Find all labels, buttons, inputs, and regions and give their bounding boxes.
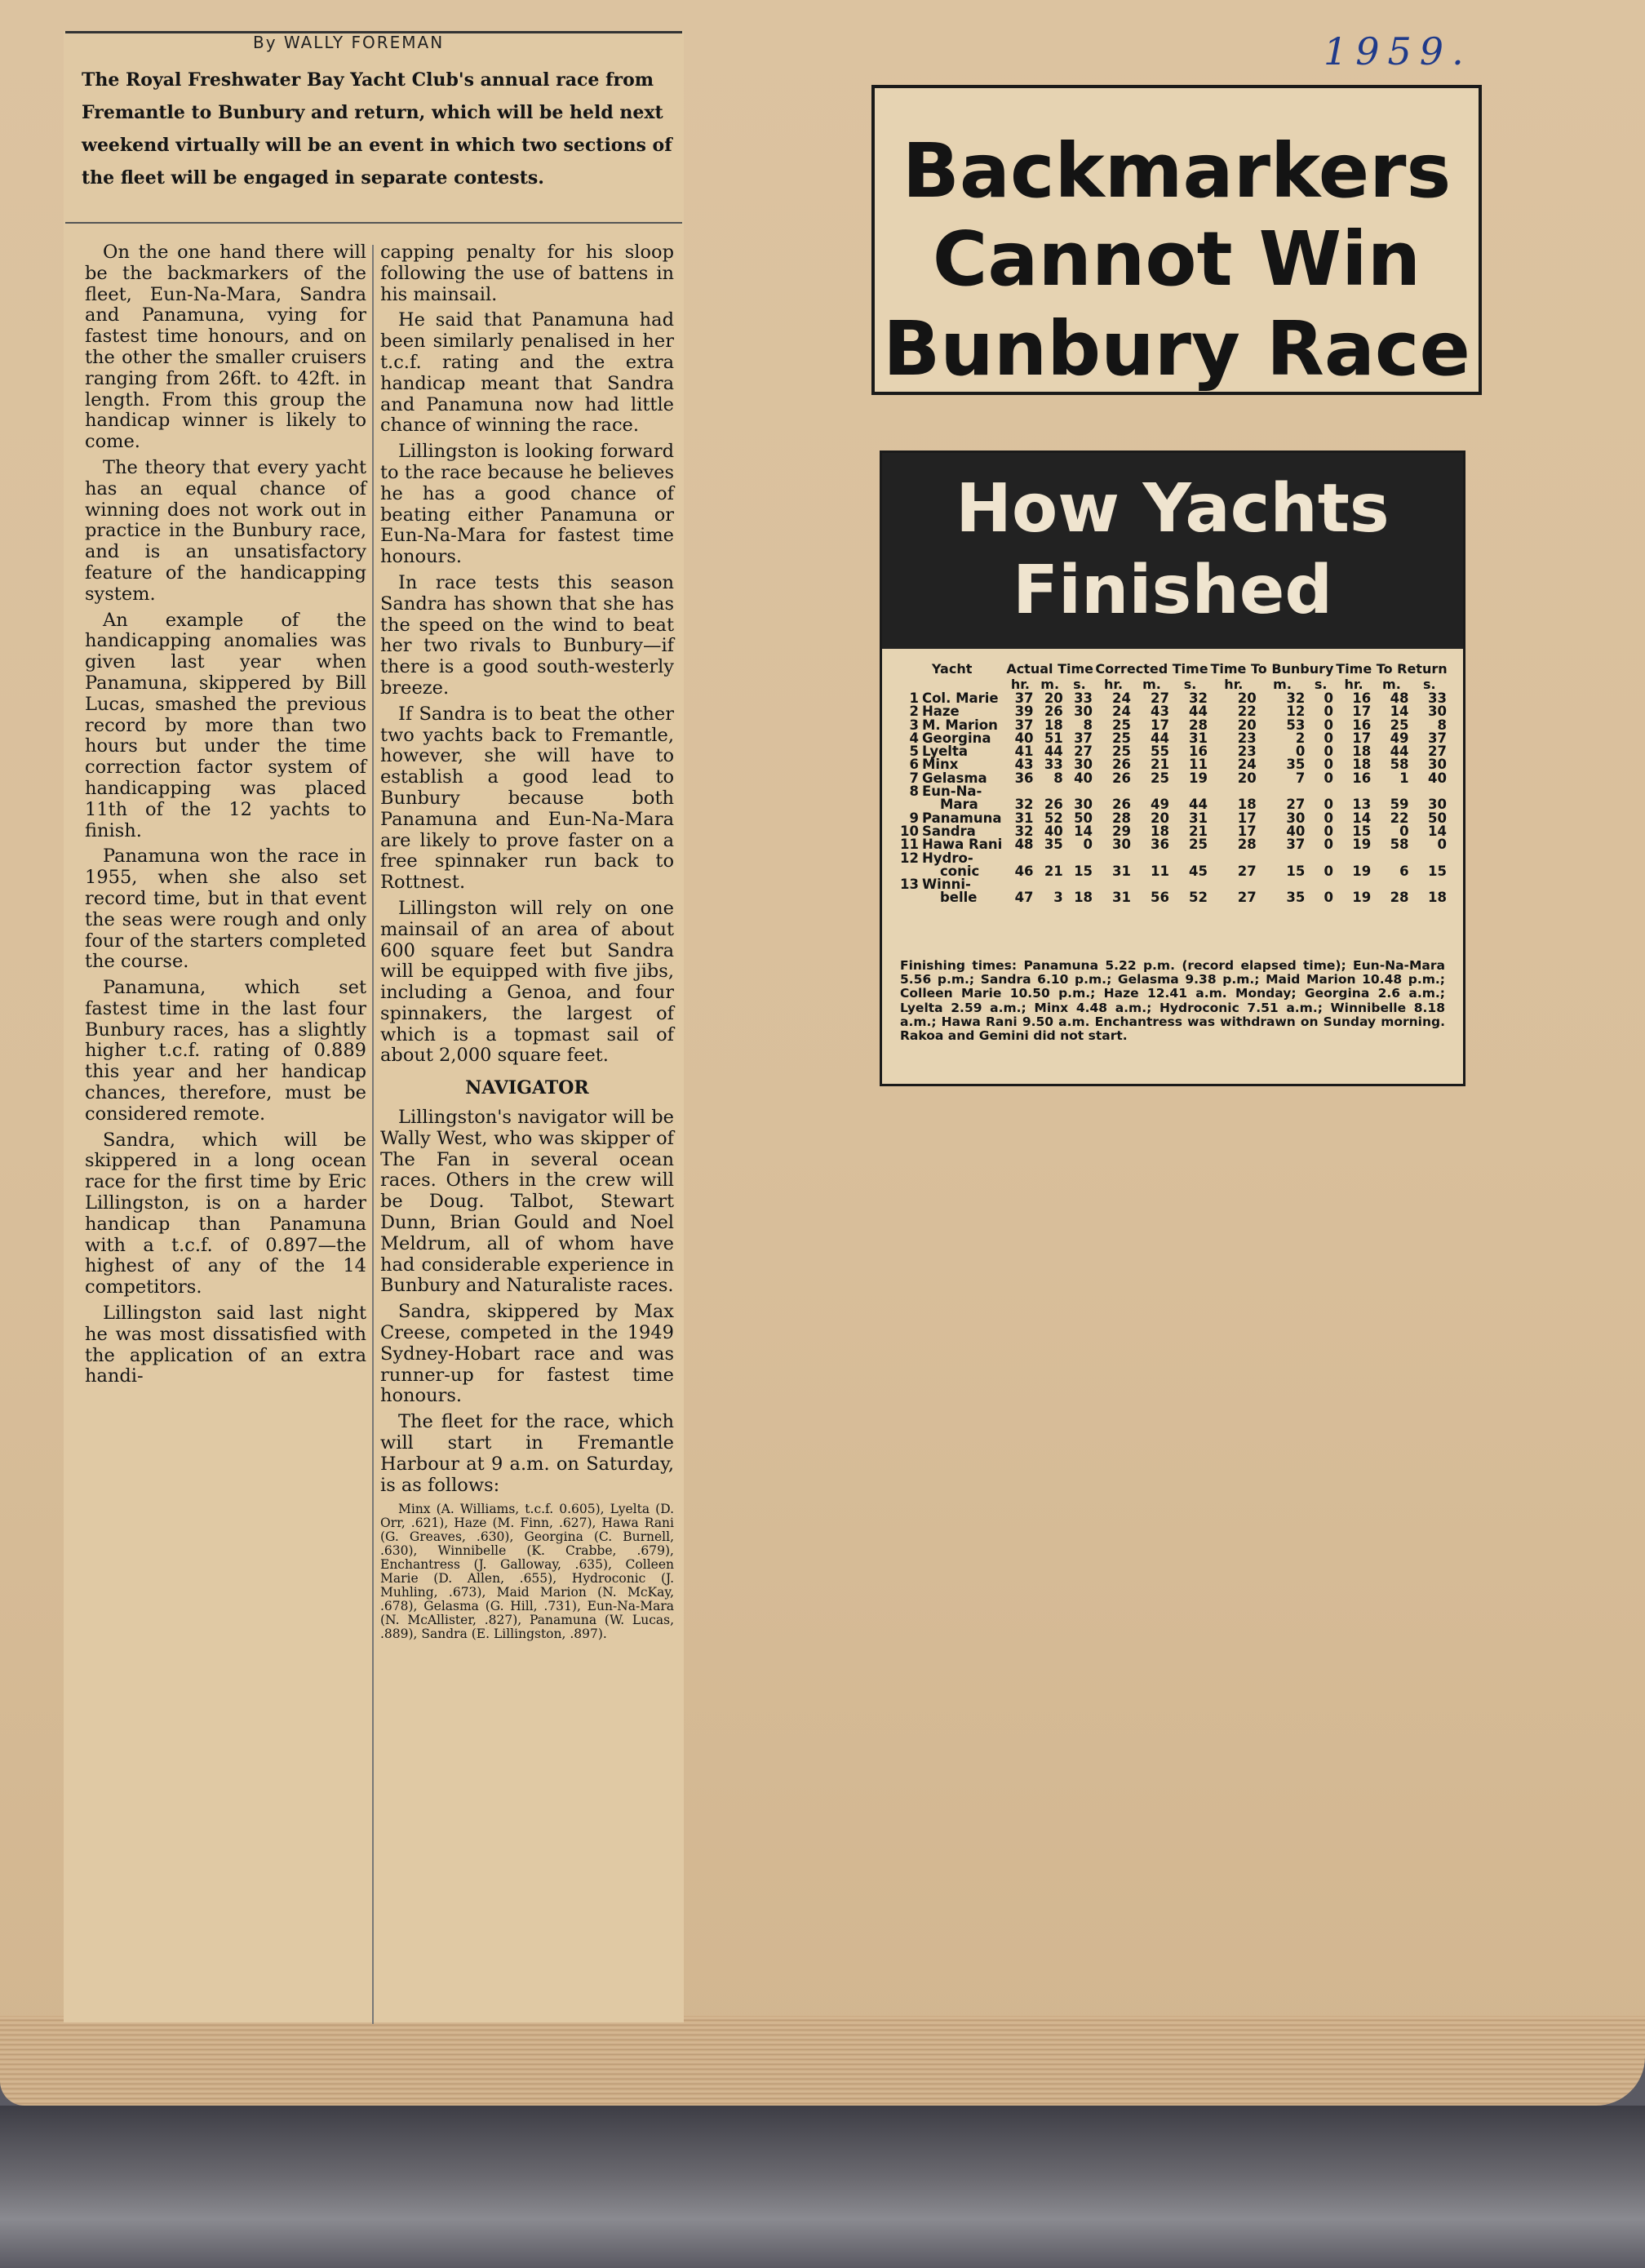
time-cell: 28 xyxy=(1390,890,1409,906)
paragraph: Panamuna won the race in 1955, when she also set record time, but in that event the seas were rough and only four of the starters completed the course. xyxy=(85,846,366,973)
time-cell: 14 xyxy=(1390,703,1409,720)
time-cell: 23 xyxy=(1237,743,1257,760)
time-cell: 40 xyxy=(1014,730,1034,746)
yacht-name: Haze xyxy=(921,703,960,720)
yacht-name: Hawa Rani xyxy=(921,837,1003,853)
time-cell: 0 xyxy=(1295,743,1306,760)
time-cell: 27 xyxy=(1074,743,1093,760)
page-stack-edge xyxy=(0,2016,1645,2106)
finishing-times xyxy=(900,959,1445,1043)
time-cell: 18 xyxy=(1428,890,1447,906)
time-cell: 26 xyxy=(1112,797,1132,813)
row-number: 13 xyxy=(900,877,919,893)
time-cell: 0 xyxy=(1324,823,1333,839)
time-cell: 50 xyxy=(1074,810,1093,826)
finishing-label: Finishing times: xyxy=(900,958,1018,973)
sub-unit: hr. xyxy=(1010,677,1030,692)
time-cell: 16 xyxy=(1352,770,1372,786)
time-cell: 24 xyxy=(1237,757,1257,773)
row-number: 2 xyxy=(909,703,919,720)
time-cell: 30 xyxy=(1286,810,1306,826)
time-cell: 18 xyxy=(1352,757,1372,773)
row-number: 8 xyxy=(909,783,919,800)
column-rule xyxy=(372,245,374,2024)
time-cell: 44 xyxy=(1044,743,1063,760)
yacht-name: Gelasma xyxy=(921,770,987,786)
time-cell: 19 xyxy=(1352,863,1372,879)
paragraph: Sandra, which will be skippered in a long ocean race for the first time by Eric Lillingston, is on a harder handicap than Panamuna with a t.c.f. of 0.897—the highest of any of the 14 competitors. xyxy=(85,1129,366,1298)
time-cell: 22 xyxy=(1237,703,1257,720)
time-cell: 36 xyxy=(1151,837,1169,853)
time-cell: 0 xyxy=(1324,770,1333,786)
time-cell: 8 xyxy=(1437,717,1447,733)
time-cell: 30 xyxy=(1428,757,1447,773)
time-cell: 55 xyxy=(1151,743,1169,760)
sub-unit: s. xyxy=(1073,677,1086,692)
results-title-line-2: Finished xyxy=(1012,552,1333,629)
yacht-name: Col. Marie xyxy=(921,690,999,706)
row-number: 4 xyxy=(909,730,919,746)
sub-unit: m. xyxy=(1382,677,1401,692)
paragraph: Panamuna, which set fastest time in the last four Bunbury races, has a slightly higher t.c.f. rating of 0.889 this year and her handicap chances, therefore, must be considered remote. xyxy=(85,977,366,1125)
time-cell: 43 xyxy=(1151,703,1169,720)
paragraph: He said that Panamuna had been similarly penalised in her t.c.f. rating and the extra handicap meant that Sandra and Panamuna now had little chance of winning the race. xyxy=(380,309,674,437)
paragraph: Lillingston said last night he was most dissatisfied with the application of an extra handi- xyxy=(85,1303,366,1387)
time-cell: 33 xyxy=(1044,757,1063,773)
time-cell: 20 xyxy=(1237,717,1257,733)
time-cell: 52 xyxy=(1189,890,1208,906)
time-cell: 35 xyxy=(1286,757,1306,773)
yacht-name-cont: conic xyxy=(939,863,980,879)
time-cell: 31 xyxy=(1112,863,1132,879)
sub-unit: hr. xyxy=(1344,677,1363,692)
time-cell: 47 xyxy=(1014,890,1034,906)
row-number: 5 xyxy=(909,743,919,760)
time-cell: 0 xyxy=(1399,823,1409,839)
time-cell: 49 xyxy=(1151,797,1169,813)
headline-line-3: Bunbury Race xyxy=(883,305,1470,393)
sub-unit: s. xyxy=(1183,677,1197,692)
time-cell: 16 xyxy=(1189,743,1208,760)
table-row xyxy=(898,838,1448,851)
time-cell: 16 xyxy=(1352,690,1372,706)
time-cell: 35 xyxy=(1044,837,1063,853)
byline: By WALLY FOREMAN xyxy=(253,33,445,52)
time-cell: 33 xyxy=(1428,690,1447,706)
yacht-name: Georgina xyxy=(921,730,991,746)
time-cell: 0 xyxy=(1437,837,1447,853)
table-header-row xyxy=(898,661,1448,677)
time-cell: 17 xyxy=(1352,703,1372,720)
intro-rule xyxy=(65,222,682,224)
time-cell: 56 xyxy=(1151,890,1169,906)
time-cell: 30 xyxy=(1074,703,1093,720)
time-cell: 45 xyxy=(1189,863,1208,879)
row-number: 12 xyxy=(900,850,919,866)
sub-unit: m. xyxy=(1273,677,1292,692)
table-row xyxy=(898,865,1448,878)
row-number: 3 xyxy=(909,717,919,733)
paragraph: capping penalty for his sloop following the use of battens in his mainsail. xyxy=(380,242,674,305)
time-cell: 32 xyxy=(1014,797,1034,813)
paragraph: Lillingston is looking forward to the race because he believes he has a good chance of beating either Panamuna or Eun-Na-Mara for fastest time honours. xyxy=(380,441,674,568)
time-cell: 25 xyxy=(1151,770,1169,786)
time-cell: 15 xyxy=(1428,863,1447,879)
time-cell: 0 xyxy=(1324,863,1333,879)
time-cell: 27 xyxy=(1428,743,1447,760)
paragraph: In race tests this season Sandra has shown that she has the speed on the wind to beat her two rivals to Bunbury—if there is a good south-westerly breeze. xyxy=(380,571,674,699)
time-cell: 27 xyxy=(1286,797,1306,813)
time-cell: 22 xyxy=(1390,810,1409,826)
time-cell: 8 xyxy=(1053,770,1063,786)
yacht-name: Eun-Na- xyxy=(921,783,982,800)
row-spacer xyxy=(898,891,920,904)
time-cell: 30 xyxy=(1074,757,1093,773)
time-cell: 17 xyxy=(1352,730,1372,746)
time-cell: 0 xyxy=(1324,730,1333,746)
time-cell: 20 xyxy=(1237,690,1257,706)
time-cell: 48 xyxy=(1014,837,1034,853)
time-cell: 30 xyxy=(1112,837,1132,853)
header-to-bunbury: Time To Bunbury xyxy=(1210,661,1334,677)
time-cell: 52 xyxy=(1044,810,1063,826)
header-corrected: Corrected Time xyxy=(1095,661,1208,677)
time-cell: 0 xyxy=(1324,837,1333,853)
article-column-2 xyxy=(380,242,674,1646)
time-cell: 32 xyxy=(1014,823,1034,839)
headline-line-1: Backmarkers xyxy=(902,127,1452,215)
time-cell: 21 xyxy=(1044,863,1063,879)
results-table xyxy=(898,661,1448,905)
header-actual: Actual Time xyxy=(1006,661,1093,677)
time-cell: 26 xyxy=(1112,770,1132,786)
time-cell: 32 xyxy=(1189,690,1208,706)
time-cell: 18 xyxy=(1237,797,1257,813)
time-cell: 15 xyxy=(1352,823,1372,839)
time-cell: 0 xyxy=(1324,757,1333,773)
time-cell: 17 xyxy=(1237,823,1257,839)
yacht-name: M. Marion xyxy=(921,717,998,733)
subheading-navigator: NAVIGATOR xyxy=(465,1077,589,1099)
time-cell: 24 xyxy=(1112,690,1132,706)
time-cell: 20 xyxy=(1044,690,1063,706)
article-column-1 xyxy=(85,242,366,1392)
time-cell: 25 xyxy=(1112,730,1132,746)
time-cell: 18 xyxy=(1044,717,1063,733)
time-cell: 0 xyxy=(1324,743,1333,760)
yacht-name: Hydro- xyxy=(921,850,973,866)
paragraph: An example of the handicapping anomalies was given last year when Panamuna, skippered by Bill Lucas, smashed the previous record by more than two hours but under the time correction factor system of handicapping was placed 11th of the 12 yachts to finish. xyxy=(85,609,366,841)
time-cell: 40 xyxy=(1286,823,1306,839)
time-cell: 19 xyxy=(1352,890,1372,906)
row-number: 6 xyxy=(909,757,919,773)
time-cell: 31 xyxy=(1189,810,1208,826)
sub-unit: hr. xyxy=(1224,677,1244,692)
paragraph: Lillingston will rely on one mainsail of an area of about 600 square feet but Sandra will be equipped with five jibs, including a Genoa, and four spinnakers, the largest of which is a topmast sail of about 2,000 square feet. xyxy=(380,897,674,1067)
time-cell: 30 xyxy=(1428,703,1447,720)
time-cell: 8 xyxy=(1083,717,1093,733)
time-cell: 17 xyxy=(1237,810,1257,826)
time-cell: 26 xyxy=(1044,797,1063,813)
time-cell: 11 xyxy=(1189,757,1208,773)
sub-unit: s. xyxy=(1314,677,1328,692)
time-cell: 20 xyxy=(1237,770,1257,786)
time-cell: 1 xyxy=(1399,770,1409,786)
time-cell: 43 xyxy=(1014,757,1034,773)
time-cell: 30 xyxy=(1074,797,1093,813)
paragraph: If Sandra is to beat the other two yachts back to Fremantle, however, she will have to establish a good lead to Bunbury because both Panamuna and Eun-Na-Mara are likely to prove faster on a free spinnaker run back to Rottnest. xyxy=(380,703,674,894)
article-intro: The Royal Freshwater Bay Yacht Club's annual race from Fremantle to Bunbury and return, which will be held next weekend virtually will be an event in which two sections of the fleet will be engaged in separate contests. xyxy=(82,69,672,189)
time-cell: 13 xyxy=(1352,797,1372,813)
time-cell: 32 xyxy=(1286,690,1306,706)
yacht-name: Minx xyxy=(921,757,959,773)
time-cell: 16 xyxy=(1352,717,1372,733)
time-cell: 0 xyxy=(1324,810,1333,826)
time-cell: 44 xyxy=(1390,743,1409,760)
headline-line-2: Cannot Win xyxy=(932,215,1421,303)
paragraph: The fleet for the race, which will start in Fremantle Harbour at 9 a.m. on Saturday, is as follows: xyxy=(380,1411,674,1496)
time-cell: 53 xyxy=(1286,717,1306,733)
time-cell: 59 xyxy=(1390,797,1409,813)
time-cell: 19 xyxy=(1352,837,1372,853)
time-cell: 41 xyxy=(1014,743,1034,760)
paragraph: Sandra, skippered by Max Creese, competed in the 1949 Sydney-Hobart race and was runner-up for fastest time honours. xyxy=(380,1301,674,1407)
time-cell: 2 xyxy=(1295,730,1306,746)
time-cell: 37 xyxy=(1014,717,1034,733)
time-cell: 28 xyxy=(1112,810,1132,826)
time-cell: 3 xyxy=(1053,890,1063,906)
time-cell: 0 xyxy=(1324,690,1333,706)
yacht-name: Lyelta xyxy=(921,743,968,760)
table-row xyxy=(898,891,1448,904)
yacht-name: Sandra xyxy=(921,823,976,839)
time-cell: 44 xyxy=(1151,730,1169,746)
paragraph: The theory that every yacht has an equal chance of winning does not work out in practice in the Bunbury race, and is an unsatisfactory feature of the handicapping system. xyxy=(85,456,366,605)
yacht-name-cont: belle xyxy=(939,890,978,906)
time-cell: 48 xyxy=(1390,690,1409,706)
time-cell: 12 xyxy=(1286,703,1306,720)
time-cell: 6 xyxy=(1399,863,1409,879)
row-number: 1 xyxy=(909,690,919,706)
time-cell: 36 xyxy=(1014,770,1034,786)
time-cell: 44 xyxy=(1189,797,1208,813)
row-number: 9 xyxy=(909,810,919,826)
finishing-text: Panamuna 5.22 p.m. (record elapsed time); Eun-Na-Mara 5.56 p.m.; Sandra 6.10 p.m.; Gelasma 9.38 p.m.; Maid Marion 10.48 p.m.; Colleen Marie 10.50 p.m.; Haze 12.41 a.m. Monday; Georgina 2.6 a.m.; Lyelta 2.59 a.m.; Minx 4.48 a.m.; Hydroconic 7.51 a.m.; Winnibelle 8.18 a.m.; Hawa Rani 9.50 a.m. Enchantress was withdrawn on Sunday morning. Rakoa and Gemini did not start. xyxy=(900,958,1445,1044)
time-cell: 49 xyxy=(1390,730,1409,746)
results-clipping xyxy=(880,450,1465,1086)
binder-base xyxy=(0,2106,1645,2268)
time-cell: 27 xyxy=(1151,690,1169,706)
time-cell: 0 xyxy=(1324,797,1333,813)
time-cell: 27 xyxy=(1237,863,1257,879)
handwritten-year: 1959. xyxy=(1324,29,1472,73)
time-cell: 44 xyxy=(1189,703,1208,720)
time-cell: 0 xyxy=(1324,717,1333,733)
time-cell: 58 xyxy=(1390,837,1409,853)
sub-unit: m. xyxy=(1142,677,1161,692)
time-cell: 26 xyxy=(1044,703,1063,720)
time-cell: 51 xyxy=(1044,730,1063,746)
sub-unit: s. xyxy=(1422,677,1436,692)
time-cell: 11 xyxy=(1151,863,1169,879)
time-cell: 24 xyxy=(1112,703,1132,720)
time-cell: 31 xyxy=(1112,890,1132,906)
row-number: 11 xyxy=(900,837,919,853)
time-cell: 33 xyxy=(1074,690,1093,706)
yacht-name-cont: Mara xyxy=(939,797,978,813)
time-cell: 19 xyxy=(1189,770,1208,786)
time-cell: 37 xyxy=(1014,690,1034,706)
time-cell: 25 xyxy=(1390,717,1409,733)
time-cell: 26 xyxy=(1112,757,1132,773)
time-cell: 25 xyxy=(1112,717,1132,733)
paragraph: Lillingston's navigator will be Wally West, who was skipper of The Fan in several ocean races. Others in the crew will be Doug. Talbot, Stewart Dunn, Brian Gould and Noel Meldrum, all of whom have had considerable experience in Bunbury and Naturaliste races. xyxy=(380,1107,674,1297)
time-cell: 39 xyxy=(1014,703,1034,720)
time-cell: 25 xyxy=(1112,743,1132,760)
time-cell: 14 xyxy=(1352,810,1372,826)
fleet-list: Minx (A. Williams, t.c.f. 0.605), Lyelta (D. Orr, .621), Haze (M. Finn, .627), Hawa Rani (G. Greaves, .630), Georgina (C. Burnell, .630), Winnibelle (K. Crabbe, .679), Enchantress (J. Galloway, .635), Colleen Marie (D. Allen, .655), Hydroconic (J. Muhling, .673), Maid Marion (N. McKay, .678), Gelasma (G. Hill, .731), Eun-Na-Mara (N. McAllister, .827), Panamuna (W. Lucas, .889), Sandra (E. Lillingston, .897). xyxy=(380,1502,674,1642)
time-cell: 17 xyxy=(1151,717,1169,733)
time-cell: 0 xyxy=(1324,890,1333,906)
sub-unit: hr. xyxy=(1103,677,1124,692)
yacht-name: Panamuna xyxy=(921,810,1002,826)
time-cell: 40 xyxy=(1074,770,1093,786)
time-cell: 31 xyxy=(1189,730,1208,746)
time-cell: 14 xyxy=(1428,823,1447,839)
time-cell: 18 xyxy=(1151,823,1169,839)
time-cell: 37 xyxy=(1074,730,1093,746)
time-cell: 28 xyxy=(1237,837,1257,853)
time-cell: 15 xyxy=(1074,863,1093,879)
paragraph: On the one hand there will be the backmarkers of the fleet, Eun-Na-Mara, Sandra and Panamuna, vying for fastest time honours, and on the other the smaller cruisers ranging from 26ft. to 42ft. in length. From this group the handicap winner is likely to come. xyxy=(85,242,366,453)
time-cell: 37 xyxy=(1286,837,1306,853)
time-cell: 14 xyxy=(1074,823,1093,839)
headline-clipping xyxy=(871,85,1482,395)
time-cell: 29 xyxy=(1112,823,1132,839)
time-cell: 40 xyxy=(1044,823,1063,839)
row-number: 7 xyxy=(909,770,919,786)
time-cell: 35 xyxy=(1286,890,1306,906)
header-yacht: Yacht xyxy=(931,661,973,677)
time-cell: 18 xyxy=(1074,890,1093,906)
results-title-line-1: How Yachts xyxy=(956,470,1390,548)
time-cell: 20 xyxy=(1151,810,1169,826)
results-body xyxy=(898,692,1448,905)
time-cell: 46 xyxy=(1014,863,1034,879)
time-cell: 58 xyxy=(1390,757,1409,773)
time-cell: 18 xyxy=(1352,743,1372,760)
results-title-banner xyxy=(882,453,1463,649)
time-cell: 50 xyxy=(1428,810,1447,826)
time-cell: 30 xyxy=(1428,797,1447,813)
time-cell: 0 xyxy=(1324,703,1333,720)
time-cell: 7 xyxy=(1295,770,1306,786)
time-cell: 23 xyxy=(1237,730,1257,746)
time-cell: 40 xyxy=(1428,770,1447,786)
sub-unit: m. xyxy=(1040,677,1060,692)
time-cell: 31 xyxy=(1014,810,1034,826)
time-cell: 27 xyxy=(1237,890,1257,906)
time-cell: 0 xyxy=(1083,837,1093,853)
row-number: 10 xyxy=(900,823,919,839)
time-cell: 37 xyxy=(1428,730,1447,746)
time-cell: 21 xyxy=(1151,757,1169,773)
time-cell: 28 xyxy=(1189,717,1208,733)
header-to-return: Time To Return xyxy=(1336,661,1448,677)
time-cell: 21 xyxy=(1189,823,1208,839)
time-cell: 15 xyxy=(1286,863,1306,879)
yacht-name: Winni- xyxy=(921,877,971,893)
time-cell: 25 xyxy=(1189,837,1208,853)
